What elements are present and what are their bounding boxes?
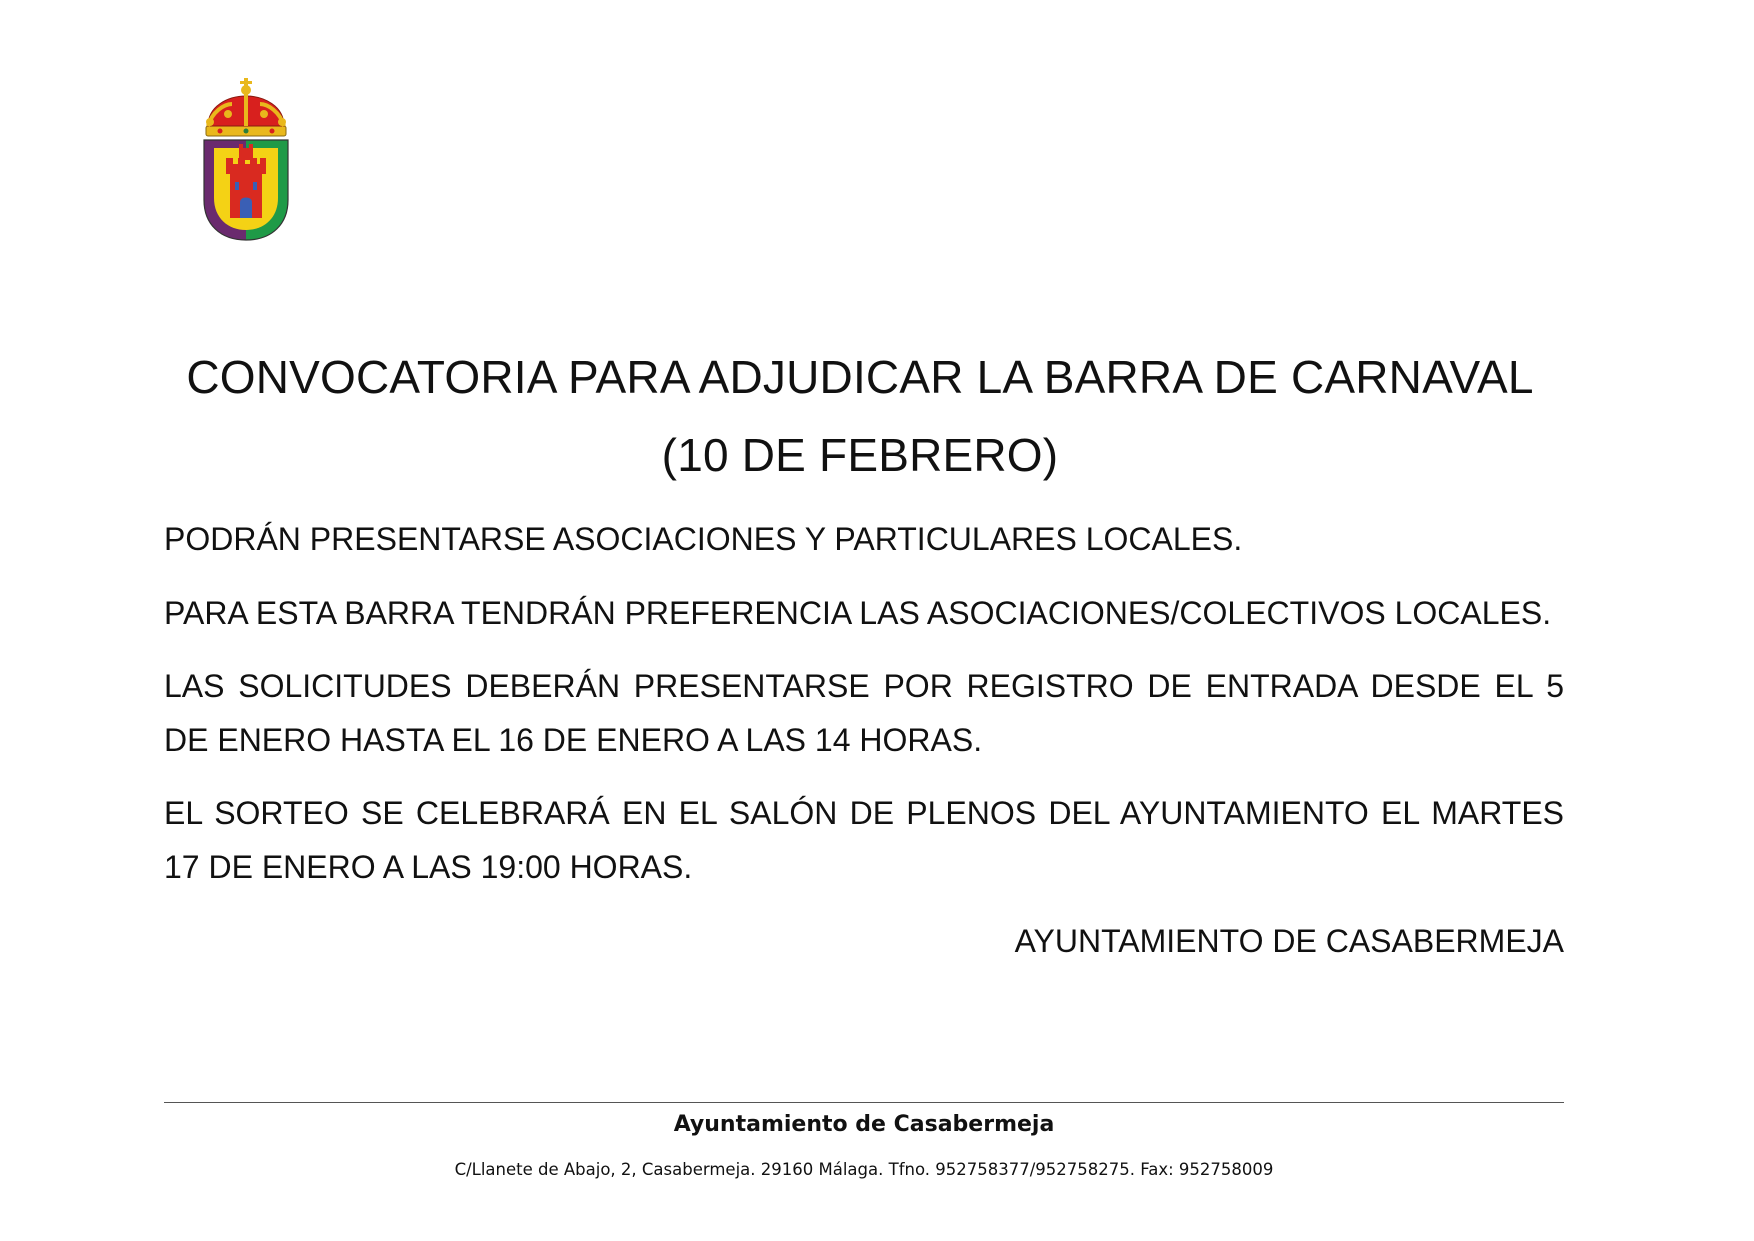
coat-of-arms-icon xyxy=(198,78,294,242)
paragraph-preference: PARA ESTA BARRA TENDRÁN PREFERENCIA LAS ASOCIACIONES/COLECTIVOS LOCALES. xyxy=(164,595,1552,631)
title-line-1: CONVOCATORIA PARA ADJUDICAR LA BARRA DE CARNAVAL xyxy=(186,351,1534,403)
title-line-2: (10 DE FEBRERO) xyxy=(661,429,1059,481)
paragraph-application-dates: LAS SOLICITUDES DEBERÁN PRESENTARSE POR REGISTRO DE ENTRADA DESDE EL 5 DE ENERO HASTA EL 16 DE ENERO A LAS 14 HORAS. xyxy=(164,668,1564,758)
footer-organization-name: Ayuntamiento de Casabermeja xyxy=(673,1112,1055,1137)
signature: AYUNTAMIENTO DE CASABERMEJA xyxy=(1014,923,1564,959)
footer-address: C/Llanete de Abajo, 2, Casabermeja. 29160 Málaga. Tfno. 952758377/952758275. Fax: 952758009 xyxy=(454,1160,1274,1179)
paragraph-eligibility: PODRÁN PRESENTARSE ASOCIACIONES Y PARTICULARES LOCALES. xyxy=(164,521,1243,557)
footer-divider xyxy=(164,1102,1564,1103)
paragraph-draw-date: EL SORTEO SE CELEBRARÁ EN EL SALÓN DE PLENOS DEL AYUNTAMIENTO EL MARTES 17 DE ENERO A LAS 19:00 HORAS. xyxy=(164,795,1564,885)
